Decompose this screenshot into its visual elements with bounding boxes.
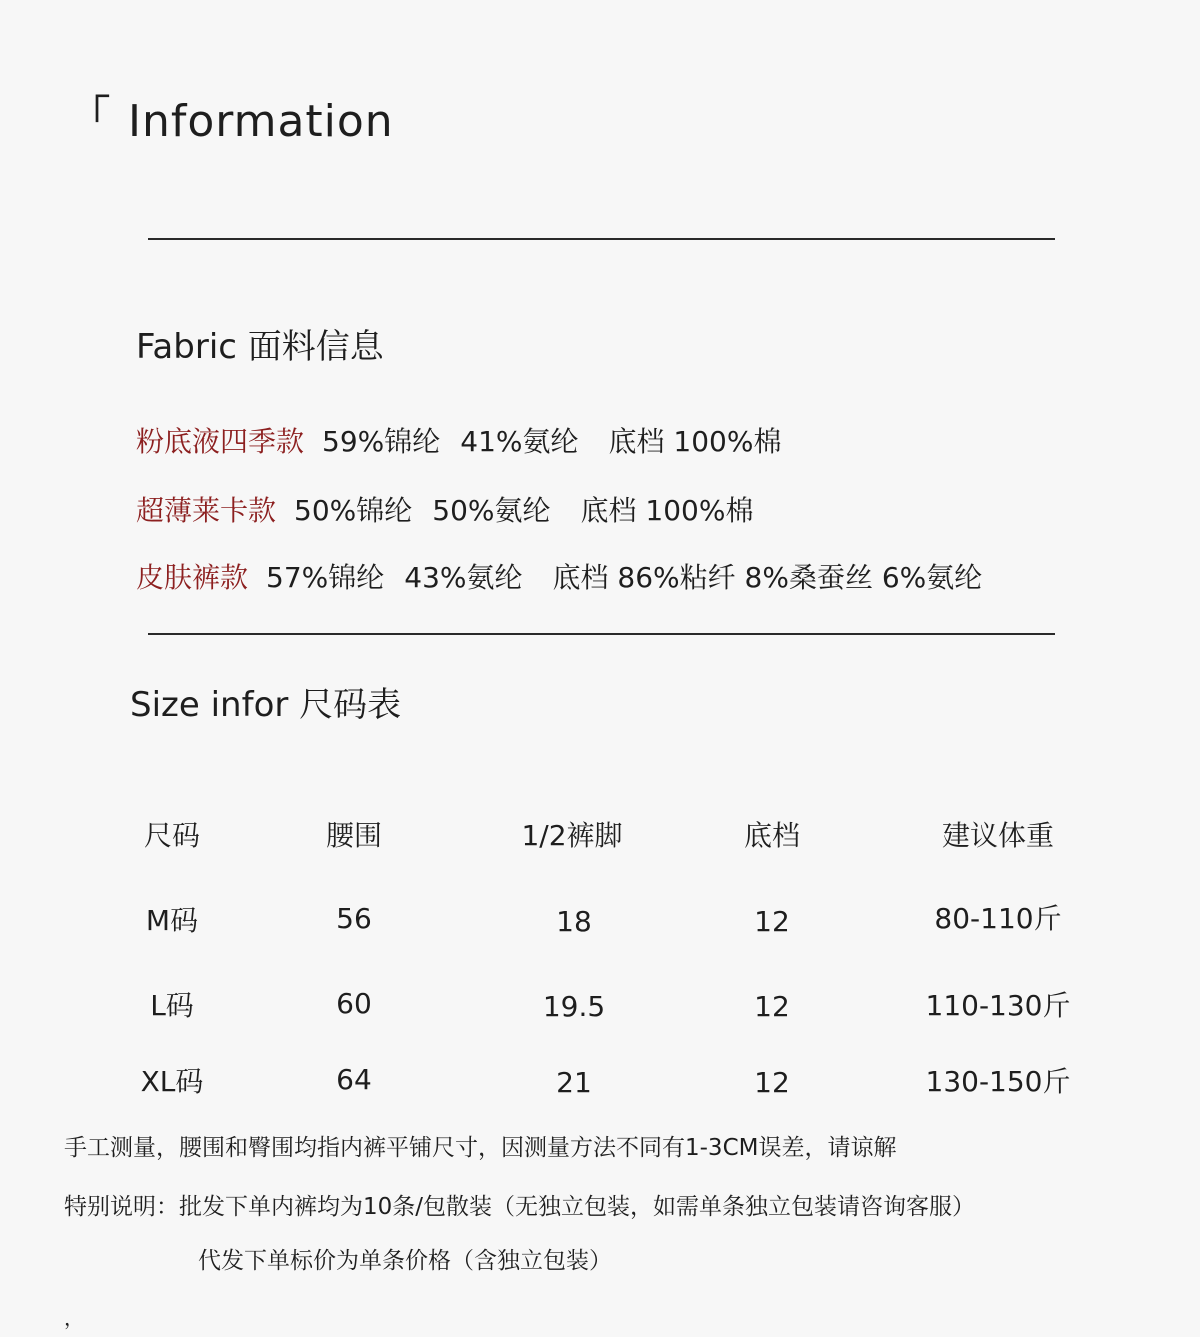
size-header-cell: 建议体重	[941, 819, 1055, 852]
size-header-cell: 尺码	[143, 819, 201, 852]
dropship-note: 代发下单标价为单条价格（含独立包装）	[198, 1248, 612, 1274]
size-header-cell: 腰围	[325, 819, 383, 852]
size-cell: 110-130斤	[925, 989, 1071, 1022]
special-note: 特别说明：批发下单内裤均为10条/包散装（无独立包装，如需单条独立包装请咨询客服）	[64, 1194, 976, 1220]
fabric-composition: 50%锦纶	[294, 494, 413, 527]
fabric-composition: 57%锦纶	[266, 561, 385, 594]
fabric-gusset: 底档 100%棉	[580, 494, 754, 527]
page-header	[70, 92, 394, 152]
fabric-row	[136, 425, 801, 458]
size-cell: 12	[754, 905, 790, 938]
fabric-style-name: 粉底液四季款	[136, 425, 305, 458]
size-cell: 60	[336, 987, 372, 1020]
size-cell: 130-150斤	[925, 1065, 1071, 1098]
corner-bracket-icon: 「	[70, 93, 110, 139]
fabric-composition: 41%氨纶	[460, 425, 579, 458]
trailing-mark: ，	[64, 1306, 84, 1330]
divider-middle	[148, 633, 1055, 635]
fabric-composition: 59%锦纶	[322, 425, 441, 458]
size-cell: L码	[150, 989, 194, 1022]
fabric-composition: 50%氨纶	[432, 494, 551, 527]
size-cell: 12	[754, 990, 790, 1023]
size-cell: 64	[336, 1063, 372, 1096]
size-cell: 19.5	[542, 990, 606, 1023]
size-cell: 21	[556, 1066, 592, 1099]
size-header-cell: 1/2裤脚	[521, 819, 623, 852]
fabric-style-name: 超薄莱卡款	[136, 494, 277, 527]
measurement-note: 手工测量，腰围和臀围均指内裤平铺尺寸，因测量方法不同有1-3CM误差，请谅解	[64, 1135, 897, 1161]
size-cell: XL码	[140, 1065, 204, 1098]
fabric-row	[136, 494, 773, 527]
size-cell: M码	[145, 904, 199, 937]
fabric-section-title: Fabric 面料信息	[136, 327, 384, 367]
size-cell: 12	[754, 1066, 790, 1099]
page-title: Information	[128, 96, 394, 147]
fabric-composition: 43%氨纶	[404, 561, 523, 594]
fabric-gusset: 底档 86%粘纤 8%桑蚕丝 6%氨纶	[552, 561, 983, 594]
size-cell: 80-110斤	[934, 902, 1062, 935]
size-cell: 18	[556, 905, 592, 938]
size-cell: 56	[336, 902, 372, 935]
fabric-gusset: 底档 100%棉	[608, 425, 782, 458]
fabric-style-name: 皮肤裤款	[136, 561, 249, 594]
divider-top	[148, 238, 1055, 240]
size-header-cell: 底档	[743, 819, 801, 852]
size-section-title: Size infor 尺码表	[130, 685, 402, 725]
fabric-row	[136, 561, 1002, 594]
